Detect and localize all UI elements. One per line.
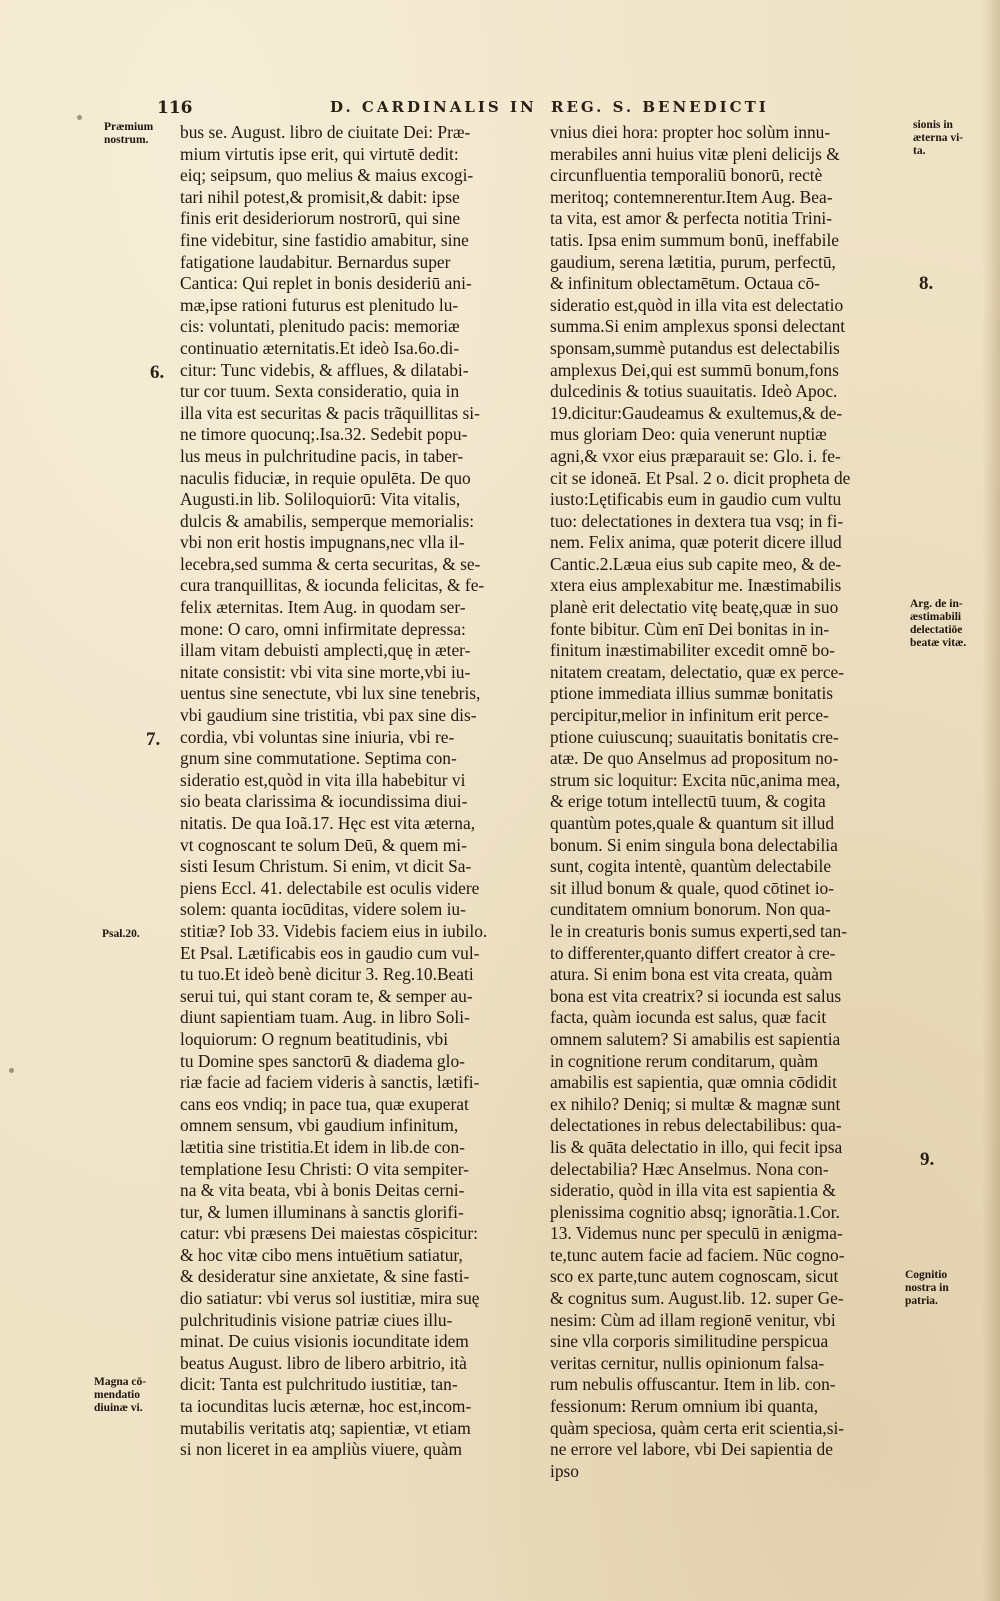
text-line: & desideratur sine anxietate, & sine fasti- (180, 1266, 470, 1287)
text-line: Cantic.2.Læua eius sub capite meo, & de- (550, 553, 842, 574)
text-line: nitatis. De qua Ioã.17. Hęc est vita æterna, (180, 813, 476, 833)
text-line: stitiæ? Iob 33. Videbis faciem eius in iubilo. (180, 920, 488, 941)
text-line: mone: O caro, omni infirmitate depressa: (180, 618, 466, 639)
margin-note-line: æstimabili (910, 611, 962, 623)
text-line: ta iocunditas lucis æternæ, hoc est,incom- (180, 1396, 472, 1417)
text-line: diunt sapientiam tuam. Aug. in libro Soli- (180, 1007, 470, 1028)
text-line: si non liceret in ea ampliùs viuere, quàm (180, 1439, 463, 1460)
text-line: nesim: Cùm ad illam regionē venitur, vbi (550, 1309, 836, 1330)
margin-note-line: diuinæ vi. (94, 1402, 143, 1414)
right-text-column (550, 122, 912, 1482)
margin-section-number-7: 7. (146, 729, 161, 750)
margin-note-line: nostra in (905, 1282, 949, 1294)
text-line: sunt, cogita intentè, quantùm delectabile (550, 856, 832, 877)
text-line: dio satiatur: vbi verus sol iustitiæ, mira suę (180, 1288, 480, 1309)
text-line: loquiorum: O regnum beatitudinis, vbi (180, 1028, 449, 1049)
margin-note-line: nostrum. (104, 134, 149, 146)
text-line: cans eos vndiq; in pace tua, quæ exuperat (180, 1093, 469, 1114)
text-line: facta, quàm iocunda est salus, quæ facit (550, 1007, 827, 1028)
text-line: gnum sine commutatione. Septima con- (180, 748, 457, 769)
text-line: in cognitione rerum conditarum, quàm (550, 1050, 819, 1071)
margin-note-line: Psal.20. (102, 928, 140, 940)
text-line: solem: quanta iocūditas, videre solem iu- (180, 899, 466, 920)
text-line: tur cor tuum. Sexta consideratio, quia in (180, 381, 460, 402)
text-line: dulcis & amabilis, semperque memorialis: (180, 510, 475, 531)
page-header (0, 98, 1000, 120)
text-line: meritoq; contemnerentur.Item Aug. Bea- (550, 186, 833, 207)
text-line: templatione Iesu Christi: O vita sempiter- (180, 1158, 469, 1179)
text-line: ne errore vel labore, vbi Dei sapientia de (550, 1439, 833, 1460)
text-line: sine vlla corporis similitudine perspicua (550, 1331, 829, 1352)
text-line: pulchritudinis visione patriæ ciues illu- (180, 1309, 453, 1330)
text-line: riæ facie ad faciem videris à sanctis, lætifi- (180, 1072, 480, 1093)
text-line: percipitur,melior in infinitum erit perce- (550, 705, 829, 726)
text-line: summa.Si enim amplexus sponsi delectant (550, 316, 846, 337)
text-line: ptione cuiuscunq; suauitatis bonitatis cre- (550, 726, 839, 747)
text-line: vbi gaudium sine tristitia, vbi pax sine dis- (180, 705, 477, 726)
margin-note-visionis (913, 119, 963, 158)
text-line: minat. De cuius visionis iocunditate idem (180, 1331, 469, 1352)
margin-note-line: patria. (905, 1295, 938, 1307)
text-line: ta vita, est amor & perfecta notitia Trini- (550, 208, 833, 229)
margin-note-psalm (102, 928, 140, 941)
text-line: vt cognoscant te solum Deū, & quem mi- (180, 834, 467, 855)
text-line: 13. Videmus nunc per speculū in ænigma- (550, 1223, 843, 1244)
text-line: xtera eius amplexabitur me. Inæstimabilis (550, 575, 842, 596)
text-line: sponsam,summè putandus est delectabilis (550, 337, 840, 358)
text-line: ne timore quocunq;.Isa.32. Sedebit popu- (180, 424, 468, 445)
text-line: omnem sensum, vbi gaudium infinitum, (180, 1115, 459, 1136)
text-line: atura. Si enim bona est vita creata, quàm (550, 964, 833, 985)
text-line: sisti Iesum Christum. Si enim, vt dicit Sa- (180, 856, 472, 877)
text-line: amabilis est sapientia, quæ omnia cōdidit (550, 1072, 837, 1093)
text-line: fessionum: Rerum omnium ibi quanta, (550, 1396, 819, 1417)
text-line: sco ex parte,tunc autem cognoscam, sicut (550, 1266, 839, 1287)
margin-note-magna-commendatio (94, 1376, 146, 1415)
margin-note-line: Magna cō- (94, 1376, 147, 1388)
text-line: finis erit desideriorum nostrorū, qui sine (180, 208, 461, 229)
text-line: le in creaturis bonis sumus experti,sed tan- (550, 920, 848, 941)
text-line: ipso (550, 1460, 579, 1481)
text-line: lus meus in pulchritudine pacis, in taber- (180, 445, 464, 466)
text-line: sit illud bonum & quale, quod cōtinet io- (550, 877, 835, 898)
left-text-column (180, 122, 535, 1461)
margin-note-argumentum (910, 598, 966, 650)
text-line: cunditatem omnium bonorum. Non qua- (550, 899, 831, 920)
text-line: rum nebulis offuscantur. Item in lib. con- (550, 1374, 836, 1395)
text-line: cordia, vbi voluntas sine iniuria, vbi re- (180, 726, 455, 747)
page-number: 116 (157, 98, 193, 118)
text-line: vnius diei hora: propter hoc solùm innu- (550, 122, 831, 142)
margin-note-praemium (104, 121, 153, 147)
text-line: & hoc vitæ cibo mens intuētium satiatur, (180, 1244, 463, 1265)
text-line: strum sic loquitur: Excita nūc,anima mea, (550, 769, 841, 790)
text-line: illa vita est securitas & pacis trãquillitas si- (180, 402, 480, 423)
text-line: illam vitam debuisti amplecti,quę in æter- (180, 640, 471, 661)
text-line: mus gloriam Deo: quia venerunt nuptiæ (550, 424, 827, 445)
text-line: & cognitus sum. August.lib. 12. super Ge- (550, 1288, 844, 1309)
text-line: fatigatione laudabitur. Bernardus super (180, 251, 451, 272)
text-line: ptione immediata illius summæ bonitatis (550, 683, 834, 704)
text-line: Augusti.in lib. Soliloquiorū: Vita vitalis, (180, 489, 461, 510)
running-title-right: REG. S. BENEDICTI (551, 98, 769, 116)
text-line: lecebra,sed summa & certa securitas, & se- (180, 553, 481, 574)
text-line: tur, & lumen illuminans à sanctis glorifi- (180, 1201, 464, 1222)
text-line: lis & quāta delectatio in illo, qui fecit ipsa (550, 1136, 843, 1157)
text-line: te,tunc autem facie ad faciem. Nūc cogno- (550, 1244, 845, 1265)
text-line: eiq; seipsum, quo melius & maius excogi- (180, 165, 474, 186)
text-line: continuatio æternitatis.Et ideò Isa.6o.di- (180, 337, 460, 358)
margin-note-line: sionis in (913, 119, 953, 131)
text-line: & erige totum intellectū tuum, & cogita (550, 791, 826, 812)
text-line: fonte bibitur. Cùm enī Dei bonitas in in- (550, 618, 830, 639)
text-line: omnem salutem? Si amabilis est sapientia (550, 1028, 841, 1049)
text-line: Et Psal. Lætificabis eos in gaudio cum vul- (180, 942, 480, 963)
text-line: quàm speciosa, quàm certa erit scientia,si- (550, 1417, 845, 1438)
text-line: plenissima cognitio absq; ignorãtia.1.Cor. (550, 1201, 840, 1222)
margin-note-line: Arg. de in- (910, 598, 963, 610)
text-line: tuo: delectationes in dextera tua vsq; in fi- (550, 510, 844, 531)
text-line: mæ,ipse rationi futurus est plenitudo lu- (180, 294, 459, 315)
text-line: ex nihilo? Deniq; si multæ & magnæ sunt (550, 1093, 841, 1114)
text-line: citur: Tunc videbis, & afflues, & dilatabi- (180, 359, 469, 380)
text-line: quantùm potes,quale & quantum sit illud (550, 813, 835, 833)
text-line: lætitia sine tristitia.Et idem in lib.de con- (180, 1136, 465, 1157)
text-line: tari nihil potest,& promisit,& dabit: ipse (180, 186, 460, 207)
text-line: beatus August. libro de libero arbitrio, ità (180, 1352, 467, 1373)
text-line: bonum. Si enim singula bona delectabilia (550, 834, 838, 855)
text-line: tu tuo.Et ideò benè dicitur 3. Reg.10.Beati (180, 964, 474, 985)
text-line: to differenter,quanto differt creator à cre- (550, 942, 836, 963)
margin-note-line: ta. (913, 145, 926, 157)
text-line: circunfluentia temporaliū bonorū, rectè (550, 165, 823, 186)
text-line: cis: voluntati, plenitudo pacis: memoriæ (180, 316, 460, 337)
text-line: mium virtutis ipse erit, qui virtutē dedit: (180, 143, 459, 164)
text-line: naculis fiduciæ, in requie opulēta. De quo (180, 467, 471, 488)
text-line: dulcedinis & totius suauitatis. Ideò Apoc. (550, 381, 838, 402)
text-line: veritas cernitur, nullis opinionum falsa- (550, 1352, 825, 1373)
margin-section-number-6: 6. (150, 362, 165, 383)
page-edge-shadow (982, 0, 1000, 1601)
margin-note-line: mendatio (94, 1389, 140, 1401)
text-line: piens Eccl. 41. delectabile est oculis videre (180, 877, 480, 898)
text-line: fine videbitur, sine fastidio amabitur, sine (180, 229, 469, 250)
text-line: bus se. August. libro de ciuitate Dei: Præ- (180, 122, 471, 142)
text-line: cura tranquillitas, & iocunda felicitas, & fe- (180, 575, 485, 596)
text-line: serui tui, qui stant coram te, & semper au- (180, 985, 473, 1006)
text-line: delectationes in rebus delectabilibus: qua- (550, 1115, 842, 1136)
text-line: cit se idoneā. Et Psal. 2 o. dicit propheta de (550, 467, 851, 488)
text-line: sideratio, quòd in illa vita est sapientia & (550, 1180, 836, 1201)
text-line: nem. Felix anima, quæ poterit dicere illud (550, 532, 842, 553)
text-line: sio beata clarissima & iocundissima diui- (180, 791, 468, 812)
running-title-left: D. CARDINALIS IN (330, 98, 537, 116)
text-line: iusto:Lętificabis eum in gaudio cum vultu (550, 489, 842, 510)
text-line: agni,& vxor eius præparauit se: Glo. i. fe- (550, 445, 841, 466)
text-line: tatis. Ipsa enim summum bonū, ineffabile (550, 229, 839, 250)
margin-note-line: delectatiōe (910, 624, 963, 636)
text-line: vbi non erit hostis impugnans,nec vlla il- (180, 532, 465, 553)
text-line: felix æternitas. Item Aug. in quodam ser- (180, 597, 466, 618)
text-line: amplexus Dei,qui est summū bonum,fons (550, 359, 839, 380)
margin-note-line: beatæ vitæ. (910, 637, 967, 649)
text-line: finitum inæstimabiliter excedit omnē bo- (550, 640, 835, 661)
text-line: planè erit delectatio vitę beatę,quæ in suo (550, 597, 839, 618)
text-line: Cantica: Qui replet in bonis desideriū ani- (180, 273, 472, 294)
margin-note-line: æterna vi- (913, 132, 964, 144)
text-line: dicit: Tanta est pulchritudo iustitiæ, tan- (180, 1374, 458, 1395)
text-line: & infinitum oblectamētum. Octaua cō- (550, 273, 820, 294)
ink-spot (9, 1068, 14, 1073)
text-line: uentus sine senectute, vbi lux sine tenebris, (180, 683, 481, 704)
margin-note-cognitio (905, 1269, 949, 1308)
text-line: mutabilis veritatis atq; sapientiæ, vt etiam (180, 1417, 471, 1438)
text-line: catur: vbi præsens Dei maiestas cōspicitur: (180, 1223, 478, 1244)
text-line: nitate consistit: vbi vita sine morte,vbi iu- (180, 661, 471, 682)
text-line: 19.dicitur:Gaudeamus & exultemus,& de- (550, 402, 843, 423)
text-line: merabiles anni huius vitæ pleni delicijs & (550, 143, 840, 164)
margin-note-line: Cognitio (905, 1269, 948, 1281)
ink-spot (77, 115, 82, 120)
text-line: delectabilia? Hæc Anselmus. Nona con- (550, 1158, 829, 1179)
margin-section-number-9: 9. (920, 1149, 935, 1170)
text-line: atæ. De quo Anselmus ad propositum no- (550, 748, 839, 769)
margin-note-line: Præmium (104, 121, 154, 133)
text-line: sideratio est,quòd in vita illa habebitur vi (180, 769, 466, 790)
text-line: sideratio est,quòd in illa vita est delectatio (550, 294, 844, 315)
text-line: bona est vita creatrix? si iocunda est salus (550, 985, 842, 1006)
text-line: nitatem creatam, delectatio, quæ ex perce- (550, 661, 845, 682)
margin-section-number-8: 8. (919, 273, 934, 294)
text-line: tu Domine spes sanctorū & diadema glo- (180, 1050, 465, 1071)
text-line: na & vita beata, vbi à bonis Deitas cerni- (180, 1180, 465, 1201)
text-line: gaudium, serena lætitia, purum, perfectū, (550, 251, 836, 272)
